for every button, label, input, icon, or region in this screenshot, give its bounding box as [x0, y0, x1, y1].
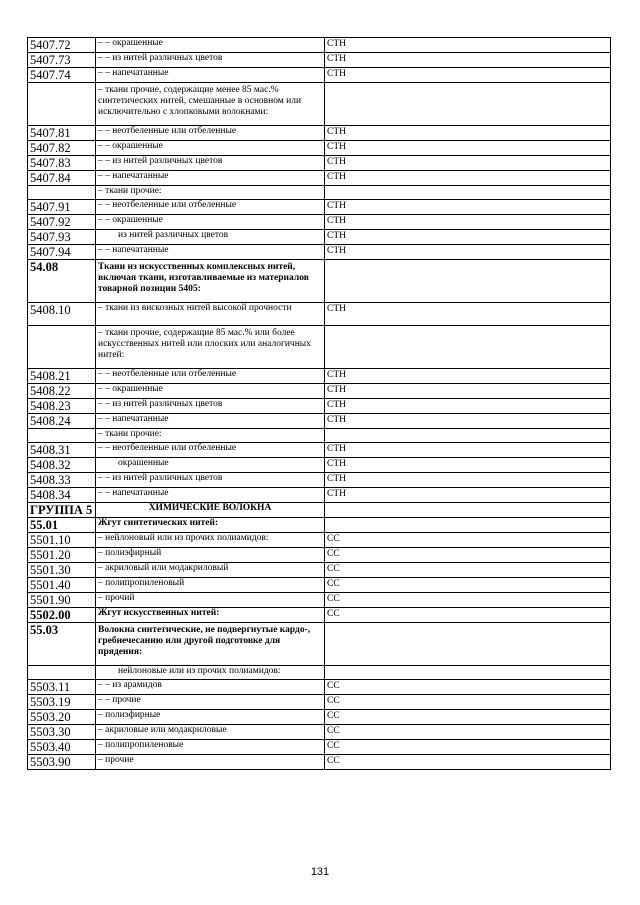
code-cell: 5503.20 [28, 710, 96, 725]
table-row [28, 303, 611, 326]
description-cell: – – из арамидов [96, 680, 325, 695]
description-cell: – – напечатанные [96, 245, 325, 260]
certificate-cell: СТН [325, 369, 611, 384]
certificate-cell: СТН [325, 200, 611, 215]
description-cell: – акриловый или модакриловый [96, 563, 325, 578]
table-row [28, 200, 611, 215]
certificate-cell [325, 503, 611, 518]
code-cell: 5501.40 [28, 578, 96, 593]
table-row [28, 578, 611, 593]
code-cell [28, 326, 96, 369]
certificate-cell: СС [325, 725, 611, 740]
table-row [28, 608, 611, 623]
table-row [28, 710, 611, 725]
certificate-cell: СТН [325, 458, 611, 473]
code-cell: 5503.11 [28, 680, 96, 695]
customs-code-table [27, 37, 611, 770]
table-row [28, 156, 611, 171]
code-cell: 5408.34 [28, 488, 96, 503]
certificate-cell: СТН [325, 38, 611, 53]
certificate-cell [325, 518, 611, 533]
certificate-cell: СТН [325, 68, 611, 83]
certificate-cell [325, 429, 611, 443]
code-cell: 5408.21 [28, 369, 96, 384]
code-cell: 5408.31 [28, 443, 96, 458]
table-row [28, 83, 611, 126]
code-cell: 5407.93 [28, 230, 96, 245]
description-cell: ХИМИЧЕСКИЕ ВОЛОКНА [96, 503, 325, 518]
table-row [28, 695, 611, 710]
table-row [28, 755, 611, 770]
certificate-cell: СТН [325, 53, 611, 68]
code-cell: 5503.19 [28, 695, 96, 710]
description-cell: – – окрашенные [96, 384, 325, 399]
description-cell: – – напечатанные [96, 68, 325, 83]
table-row [28, 503, 611, 518]
certificate-cell: СТН [325, 414, 611, 429]
code-cell: ГРУППА 5 [28, 503, 96, 518]
table-row [28, 68, 611, 83]
table-row [28, 533, 611, 548]
table-row [28, 458, 611, 473]
description-cell: – ткани прочие: [96, 429, 325, 443]
certificate-cell: СС [325, 710, 611, 725]
certificate-cell: СС [325, 548, 611, 563]
code-cell: 5407.92 [28, 215, 96, 230]
certificate-cell: СТН [325, 303, 611, 326]
description-cell: – – неотбеленные или отбеленные [96, 126, 325, 141]
certificate-cell: СТН [325, 215, 611, 230]
description-cell: – полипропиленовые [96, 740, 325, 755]
table-row [28, 563, 611, 578]
table-row [28, 740, 611, 755]
code-cell: 5407.94 [28, 245, 96, 260]
table-row [28, 518, 611, 533]
certificate-cell: СС [325, 740, 611, 755]
table-row [28, 548, 611, 563]
code-cell [28, 186, 96, 200]
table-row [28, 245, 611, 260]
table-row [28, 473, 611, 488]
code-cell: 5408.32 [28, 458, 96, 473]
table-row [28, 186, 611, 200]
certificate-cell [325, 83, 611, 126]
table-row [28, 725, 611, 740]
code-cell [28, 429, 96, 443]
description-cell: – – неотбеленные или отбеленные [96, 200, 325, 215]
description-cell: – – из нитей различных цветов [96, 53, 325, 68]
description-cell: – акриловые или модакриловые [96, 725, 325, 740]
table-row [28, 399, 611, 414]
description-cell: – – напечатанные [96, 488, 325, 503]
description-cell: – – прочие [96, 695, 325, 710]
table-row [28, 126, 611, 141]
table-row [28, 593, 611, 608]
description-cell: – полипропиленовый [96, 578, 325, 593]
table-row [28, 443, 611, 458]
code-cell: 5407.91 [28, 200, 96, 215]
description-cell: окрашенные [96, 458, 325, 473]
code-cell: 5501.20 [28, 548, 96, 563]
code-cell [28, 666, 96, 680]
code-cell: 5503.90 [28, 755, 96, 770]
table-row [28, 38, 611, 53]
table-body [28, 38, 611, 770]
table-row [28, 230, 611, 245]
description-cell: – – из нитей различных цветов [96, 156, 325, 171]
code-cell: 5407.81 [28, 126, 96, 141]
certificate-cell [325, 623, 611, 666]
certificate-cell: СТН [325, 399, 611, 414]
certificate-cell [325, 260, 611, 303]
description-cell: – полиэфирный [96, 548, 325, 563]
certificate-cell [325, 666, 611, 680]
table-row [28, 53, 611, 68]
description-cell: – ткани из вискозных нитей высокой прочности [96, 303, 325, 326]
code-cell: 54.08 [28, 260, 96, 303]
certificate-cell: СС [325, 533, 611, 548]
description-cell: Волокна синтетические, не подвергнутые кардо-, гребнечесанию или другой подготовке для прядения: [96, 623, 325, 666]
code-cell: 5407.82 [28, 141, 96, 156]
table-row [28, 141, 611, 156]
table-row [28, 623, 611, 666]
description-cell: – – окрашенные [96, 215, 325, 230]
table-row [28, 369, 611, 384]
certificate-cell: СТН [325, 171, 611, 186]
code-cell: 5501.10 [28, 533, 96, 548]
code-cell: 5408.24 [28, 414, 96, 429]
description-cell: Жгут искусственных нитей: [96, 608, 325, 623]
code-cell: 55.01 [28, 518, 96, 533]
certificate-cell: СС [325, 695, 611, 710]
code-cell: 5503.30 [28, 725, 96, 740]
certificate-cell: СС [325, 608, 611, 623]
code-cell [28, 83, 96, 126]
table-row [28, 414, 611, 429]
certificate-cell: СТН [325, 245, 611, 260]
code-cell: 5501.30 [28, 563, 96, 578]
code-cell: 5408.33 [28, 473, 96, 488]
code-cell: 5501.90 [28, 593, 96, 608]
certificate-cell: СС [325, 680, 611, 695]
code-cell: 5407.72 [28, 38, 96, 53]
code-cell: 5503.40 [28, 740, 96, 755]
code-cell: 5502.00 [28, 608, 96, 623]
certificate-cell [325, 326, 611, 369]
table-row [28, 666, 611, 680]
certificate-cell: СС [325, 593, 611, 608]
description-cell: – – из нитей различных цветов [96, 473, 325, 488]
table-row [28, 429, 611, 443]
description-cell: нейлоновые или из прочих полиамидов: [96, 666, 325, 680]
description-cell: – – из нитей различных цветов [96, 399, 325, 414]
certificate-cell: СТН [325, 384, 611, 399]
code-cell: 5408.22 [28, 384, 96, 399]
certificate-cell [325, 186, 611, 200]
code-cell: 5408.23 [28, 399, 96, 414]
certificate-cell: СТН [325, 126, 611, 141]
description-cell: – ткани прочие, содержащие 85 мас.% или более искусственных нитей или плоских или аналогичных нитей: [96, 326, 325, 369]
table-row [28, 215, 611, 230]
description-cell: – ткани прочие, содержащие менее 85 мас.% синтетических нитей, смешанные в основном или исключительно с хлопковыми волокнами: [96, 83, 325, 126]
description-cell: – – неотбеленные или отбеленные [96, 443, 325, 458]
table-row [28, 384, 611, 399]
description-cell: из нитей различных цветов [96, 230, 325, 245]
code-cell: 5408.10 [28, 303, 96, 326]
table-row [28, 326, 611, 369]
certificate-cell: СС [325, 578, 611, 593]
page-number: 131 [310, 866, 330, 878]
certificate-cell: СТН [325, 156, 611, 171]
table-row [28, 488, 611, 503]
table-row [28, 171, 611, 186]
description-cell: – ткани прочие: [96, 186, 325, 200]
description-cell: – – окрашенные [96, 141, 325, 156]
code-cell: 5407.83 [28, 156, 96, 171]
code-cell: 5407.74 [28, 68, 96, 83]
table-row [28, 680, 611, 695]
description-cell: – прочий [96, 593, 325, 608]
certificate-cell: СТН [325, 141, 611, 156]
certificate-cell: СТН [325, 473, 611, 488]
description-cell: Ткани из искусственных комплексных нитей, включая ткани, изготавливаемые из материалов товарной позиции 5405: [96, 260, 325, 303]
code-cell: 55.03 [28, 623, 96, 666]
description-cell: – – окрашенные [96, 38, 325, 53]
certificate-cell: СТН [325, 488, 611, 503]
description-cell: – – напечатанные [96, 414, 325, 429]
description-cell: – полиэфирные [96, 710, 325, 725]
certificate-cell: СТН [325, 230, 611, 245]
code-cell: 5407.84 [28, 171, 96, 186]
code-cell: 5407.73 [28, 53, 96, 68]
table-row [28, 260, 611, 303]
description-cell: – прочие [96, 755, 325, 770]
description-cell: – нейлоновый или из прочих полиамидов: [96, 533, 325, 548]
description-cell: Жгут синтетических нитей: [96, 518, 325, 533]
certificate-cell: СТН [325, 443, 611, 458]
certificate-cell: СС [325, 755, 611, 770]
certificate-cell: СС [325, 563, 611, 578]
description-cell: – – неотбеленные или отбеленные [96, 369, 325, 384]
description-cell: – – напечатанные [96, 171, 325, 186]
